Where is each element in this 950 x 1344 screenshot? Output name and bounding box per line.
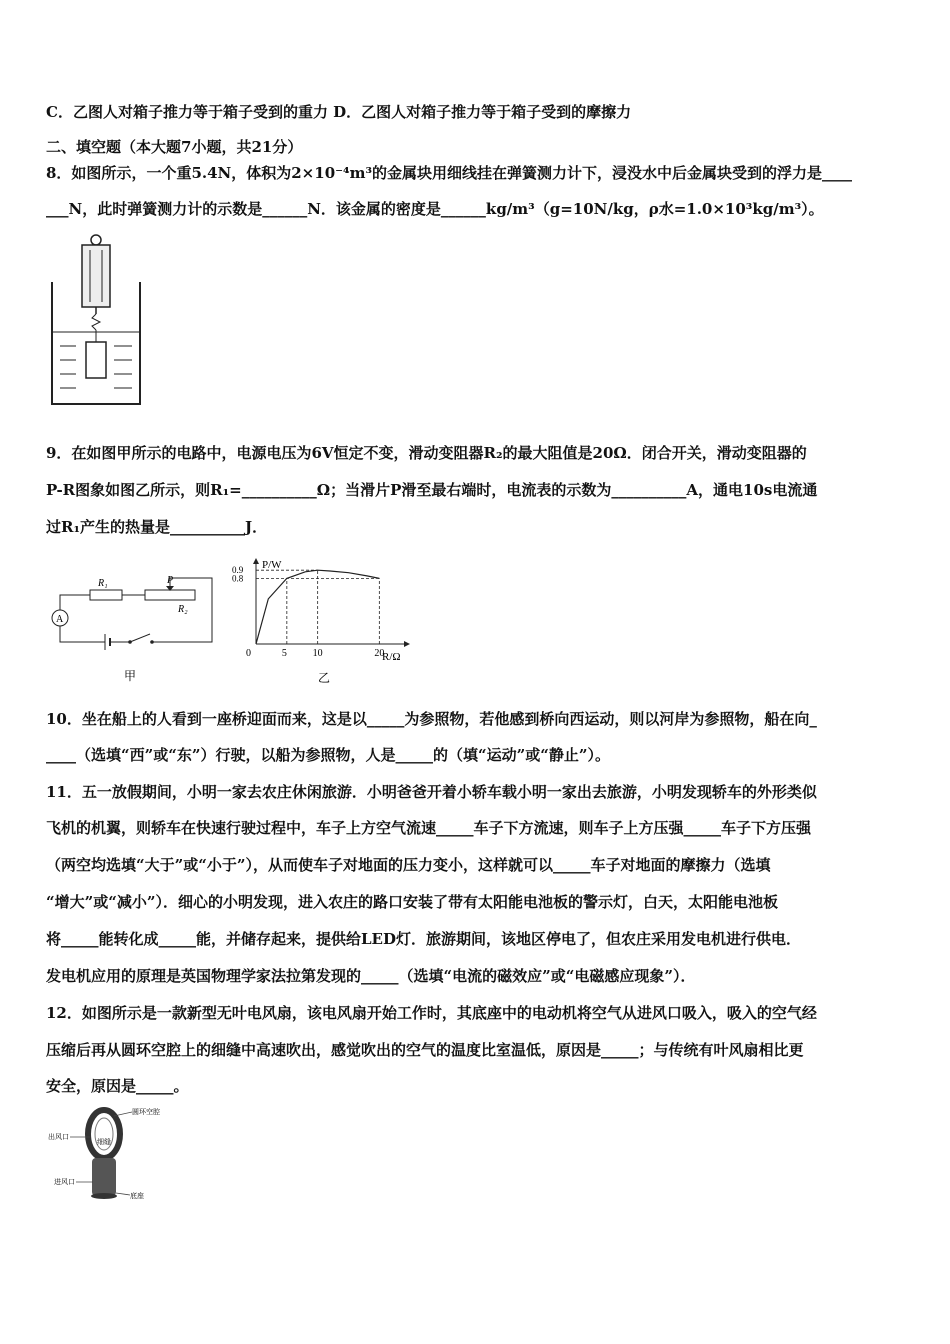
option-c-d: C．乙图人对箱子推力等于箱子受到的重力 D．乙图人对箱子推力等于箱子受到的摩擦力 xyxy=(46,103,632,121)
origin-label: 0 xyxy=(246,648,251,659)
x-tick-5: 5 xyxy=(281,648,287,659)
r1-label: R₁ xyxy=(98,578,108,589)
q11-line-1: 11．五一放假期间，小明一家去农庄休闲旅游．小明爸爸开着小轿车载小明一家出去旅游，小明发现轿车的外形类似 xyxy=(46,783,817,801)
ammeter-label: A xyxy=(56,614,64,625)
q10-line-1: 10．坐在船上的人看到一座桥迎面而来，这是以_____为参照物，若他感到桥向西运动，则以河岸为参照物，船在向_ xyxy=(46,710,817,728)
q11-line-6: 发电机应用的原理是英国物理学家法拉第发现的_____（选填“电流的磁效应”或“电磁感应现象”）． xyxy=(46,967,696,985)
q8-line-1: 8．如图所示，一个重5.4N，体积为2×10⁻⁴m³的金属块用细线挂在弹簧测力计下，浸没水中后金属块受到的浮力是____ xyxy=(46,164,853,182)
q9-line-2: P-R图象如图乙所示，则R₁=__________Ω；当滑片P滑至最右端时，电流表的示数为__________A，通电10s电流通 xyxy=(46,481,818,499)
x-axis-label: R/Ω xyxy=(382,651,401,663)
q9-line-1: 9．在如图甲所示的电路中，电源电压为6V恒定不变，滑动变阻器R₂的最大阻值是20Ω．闭合开关，滑动变阻器的 xyxy=(46,444,807,462)
q11-line-3: （两空均选填“大于”或“小于”），从而使车子对地面的压力变小，这样就可以_____车子对地面的摩擦力（选填 xyxy=(46,856,771,874)
q12-line-1: 12．如图所示是一款新型无叶电风扇，该电风扇开始工作时，其底座中的电动机将空气从进风口吸入，吸入的空气经 xyxy=(46,1004,817,1022)
x-tick-10: 10 xyxy=(312,648,323,659)
q9-pr-chart xyxy=(226,556,416,686)
q9-circuit-figure xyxy=(50,570,220,688)
q12-line-2: 压缩后再从圆环空腔上的细缝中高速吹出，感觉吹出的空气的温度比室温低，原因是_____；与传统有叶风扇相比更 xyxy=(46,1041,804,1059)
q12-line-3: 安全，原因是_____。 xyxy=(46,1077,189,1095)
y-tick-0-9: 0.9 xyxy=(232,565,244,576)
q8-line-2: ___N，此时弹簧测力计的示数是______N．该金属的密度是______kg/m³（g=10N/kg，ρ水=1.0×10³kg/m³）。 xyxy=(46,200,824,218)
outlet-label: 出风口 xyxy=(48,1133,69,1141)
slit-label: 细缝 xyxy=(97,1138,111,1146)
q11-line-5: 将_____能转化成_____能，并储存起来，提供给LED灯．旅游期间，该地区停电了，但农庄采用发电机进行供电． xyxy=(46,930,801,948)
r2-label: R₂ xyxy=(178,604,188,615)
section-heading: 二、填空题（本大题7小题，共21分） xyxy=(46,138,303,156)
x-tick-20: 20 xyxy=(374,648,385,659)
y-tick-0-8: 0.8 xyxy=(232,573,244,584)
q10-line-2: ____（选填“西”或“东”）行驶，以船为参照物，人是_____的（填“运动”或“静止”）。 xyxy=(46,746,611,764)
q11-line-2: 飞机的机翼，则轿车在快速行驶过程中，车子上方空气流速_____车子下方流速，则车子上方压强_____车子下方压强 xyxy=(46,819,812,837)
y-axis-label: P/W xyxy=(262,559,282,571)
q11-line-4: “增大”或“减小”）．细心的小明发现，进入农庄的路口安装了带有太阳能电池板的警示灯，白天，太阳能电池板 xyxy=(46,893,779,911)
chart-caption: 乙 xyxy=(318,671,331,685)
p-label: P xyxy=(167,575,174,586)
circuit-caption: 甲 xyxy=(124,669,137,683)
q9-line-3: 过R₁产生的热量是__________J． xyxy=(46,518,268,536)
q12-fan-figure xyxy=(46,1104,196,1204)
ring-label: 圆环空腔 xyxy=(132,1108,160,1116)
base-label: 底座 xyxy=(130,1192,144,1200)
inlet-label: 进风口 xyxy=(54,1178,75,1186)
q8-figure xyxy=(46,232,146,410)
